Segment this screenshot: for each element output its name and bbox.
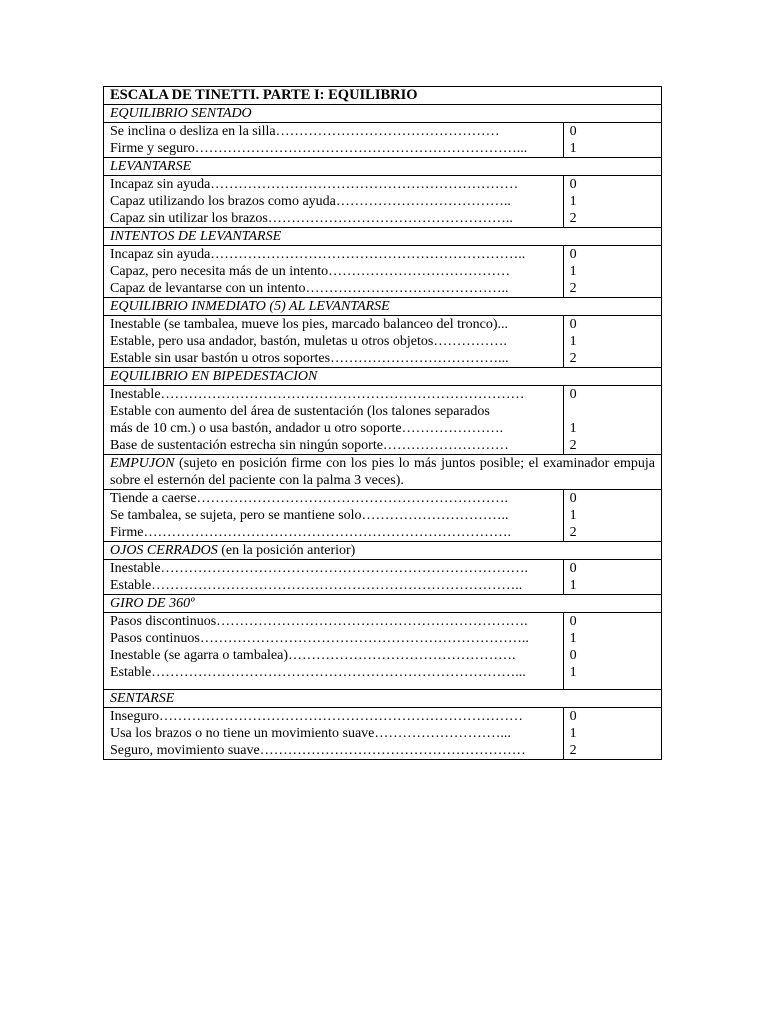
section-heading-label: INTENTOS DE LEVANTARSE bbox=[110, 229, 282, 244]
section-heading-row bbox=[104, 455, 662, 490]
item-label: Estable…………………………………………………………………….. bbox=[110, 578, 523, 593]
item-score: 2 bbox=[569, 281, 577, 296]
section-heading-row bbox=[104, 298, 662, 316]
item-score: 2 bbox=[569, 211, 577, 226]
item-list bbox=[104, 708, 564, 760]
section-heading-label: OJOS CERRADOS bbox=[110, 543, 218, 558]
item-label: Inestable (se agarra o tambalea)…………………………………………. bbox=[110, 648, 516, 663]
item-score: 0 bbox=[569, 648, 577, 663]
item-score: 1 bbox=[569, 141, 577, 156]
item-label: Estable……………………………………………………………………... bbox=[110, 665, 526, 680]
item-label: Seguro, movimiento suave………………………………………………… bbox=[110, 743, 526, 758]
item-label: Estable, pero usa andador, bastón, muletas u otros objetos……………. bbox=[110, 334, 507, 349]
section-heading-row bbox=[104, 368, 662, 386]
section-heading bbox=[104, 455, 662, 490]
item-score: 2 bbox=[569, 351, 577, 366]
spacer bbox=[570, 681, 655, 689]
item-score: 0 bbox=[569, 387, 577, 402]
section-heading bbox=[104, 228, 662, 246]
section-heading-row bbox=[104, 228, 662, 246]
section-heading bbox=[104, 298, 662, 316]
score-list bbox=[563, 316, 661, 368]
section-items-row bbox=[104, 176, 662, 228]
item-list bbox=[104, 246, 564, 298]
item-list bbox=[104, 560, 564, 595]
score-list bbox=[563, 123, 661, 158]
item-label: Inseguro…………………………………………………………………… bbox=[110, 709, 523, 724]
item-list bbox=[104, 490, 564, 542]
document-title: ESCALA DE TINETTI. PARTE I: EQUILIBRIO bbox=[104, 87, 662, 105]
item-score: 1 bbox=[569, 334, 577, 349]
item-score: 0 bbox=[569, 317, 577, 332]
spacer bbox=[110, 681, 557, 689]
section-items-row bbox=[104, 316, 662, 368]
item-score: 2 bbox=[569, 438, 577, 453]
item-score: 1 bbox=[569, 665, 577, 680]
item-label: Inestable (se tambalea, mueve los pies, marcado balanceo del tronco)... bbox=[110, 317, 509, 332]
item-label: Estable sin usar bastón u otros soportes………………………………... bbox=[110, 351, 509, 366]
section-heading-label: EMPUJON bbox=[110, 456, 175, 471]
section-heading bbox=[104, 105, 662, 123]
item-score: 1 bbox=[569, 264, 577, 279]
item-label: Firme……………………………………………………………………. bbox=[110, 525, 511, 540]
item-score: 0 bbox=[569, 709, 577, 724]
item-label: Se tambalea, se sujeta, pero se mantiene solo………………………….. bbox=[110, 508, 509, 523]
item-list bbox=[104, 613, 564, 690]
score-list bbox=[563, 490, 661, 542]
item-list bbox=[104, 386, 564, 455]
item-score: 1 bbox=[569, 578, 577, 593]
item-score: 1 bbox=[569, 726, 577, 741]
item-list bbox=[104, 176, 564, 228]
section-heading-note: (sujeto en posición firme con los pies lo más juntos posible; el examinador empuja sobre el esternón del paciente con la palma 3 veces). bbox=[110, 456, 655, 488]
item-score: 0 bbox=[569, 247, 577, 262]
section-items-row bbox=[104, 613, 662, 690]
item-score: 0 bbox=[569, 561, 577, 576]
section-items-row bbox=[104, 246, 662, 298]
score-list bbox=[563, 560, 661, 595]
item-score bbox=[570, 403, 655, 420]
section-heading-row bbox=[104, 105, 662, 123]
item-score: 1 bbox=[569, 421, 577, 436]
item-label: Capaz, pero necesita más de un intento………………………………… bbox=[110, 264, 511, 279]
section-heading-label: LEVANTARSE bbox=[110, 159, 192, 174]
item-label: Pasos continuos…………………………………………………………….. bbox=[110, 631, 529, 646]
item-label: Tiende a caerse…………………………………………………………. bbox=[110, 491, 509, 506]
item-label: Capaz sin utilizar los brazos…………………………………………….. bbox=[110, 211, 513, 226]
item-score: 1 bbox=[569, 194, 577, 209]
item-score: 2 bbox=[569, 743, 577, 758]
item-label: Incapaz sin ayuda………………………………………………………….. bbox=[110, 247, 526, 262]
item-label: Inestable…………………………………………………………………… bbox=[110, 387, 525, 402]
item-label: Inestable……………………………………………………………………. bbox=[110, 561, 529, 576]
item-score: 0 bbox=[569, 124, 577, 139]
item-label: Incapaz sin ayuda………………………………………………………… bbox=[110, 177, 519, 192]
section-items-row bbox=[104, 560, 662, 595]
section-heading-label: EQUILIBRIO EN BIPEDESTACION bbox=[110, 369, 318, 384]
section-heading-label: GIRO DE 360º bbox=[110, 596, 195, 611]
section-heading-row bbox=[104, 158, 662, 176]
section-items-row bbox=[104, 386, 662, 455]
section-heading-label: SENTARSE bbox=[110, 691, 175, 706]
score-list bbox=[563, 613, 661, 690]
section-heading-row bbox=[104, 690, 662, 708]
item-list bbox=[104, 316, 564, 368]
item-label: Usa los brazos o no tiene un movimiento suave………………………... bbox=[110, 726, 511, 741]
item-score: 0 bbox=[569, 177, 577, 192]
score-list bbox=[563, 708, 661, 760]
title-row bbox=[104, 87, 662, 105]
item-label: Base de sustentación estrecha sin ningún soporte……………………… bbox=[110, 438, 509, 453]
score-list bbox=[563, 386, 661, 455]
item-label: Estable con aumento del área de sustentación (los talones separados bbox=[110, 404, 490, 419]
section-heading bbox=[104, 690, 662, 708]
tinetti-document bbox=[103, 86, 662, 760]
item-score: 1 bbox=[569, 631, 577, 646]
item-label: Capaz utilizando los brazos como ayuda……………………………….. bbox=[110, 194, 511, 209]
section-heading-label: EQUILIBRIO SENTADO bbox=[110, 106, 252, 121]
section-heading-row bbox=[104, 542, 662, 560]
section-heading-label: EQUILIBRIO INMEDIATO (5) AL LEVANTARSE bbox=[110, 299, 390, 314]
section-heading bbox=[104, 158, 662, 176]
item-label: más de 10 cm.) o usa bastón, andador u otro soporte…………………. bbox=[110, 421, 504, 436]
item-label: Capaz de levantarse con un intento…………………………………….. bbox=[110, 281, 509, 296]
item-label: Firme y seguro……………………………………………………………... bbox=[110, 141, 528, 156]
item-label: Pasos discontinuos…………………………………………………………. bbox=[110, 614, 528, 629]
item-list bbox=[104, 123, 564, 158]
item-score: 2 bbox=[569, 525, 577, 540]
score-list bbox=[563, 176, 661, 228]
item-label: Se inclina o desliza en la silla………………………………………… bbox=[110, 124, 500, 139]
section-items-row bbox=[104, 708, 662, 760]
tinetti-table bbox=[103, 86, 662, 760]
section-heading-note: (en la posición anterior) bbox=[217, 543, 356, 558]
section-heading bbox=[104, 542, 662, 560]
section-heading-row bbox=[104, 595, 662, 613]
item-score: 0 bbox=[569, 491, 577, 506]
section-heading bbox=[104, 368, 662, 386]
item-score: 0 bbox=[569, 614, 577, 629]
section-items-row bbox=[104, 490, 662, 542]
section-items-row bbox=[104, 123, 662, 158]
score-list bbox=[563, 246, 661, 298]
item-score: 1 bbox=[569, 508, 577, 523]
section-heading bbox=[104, 595, 662, 613]
